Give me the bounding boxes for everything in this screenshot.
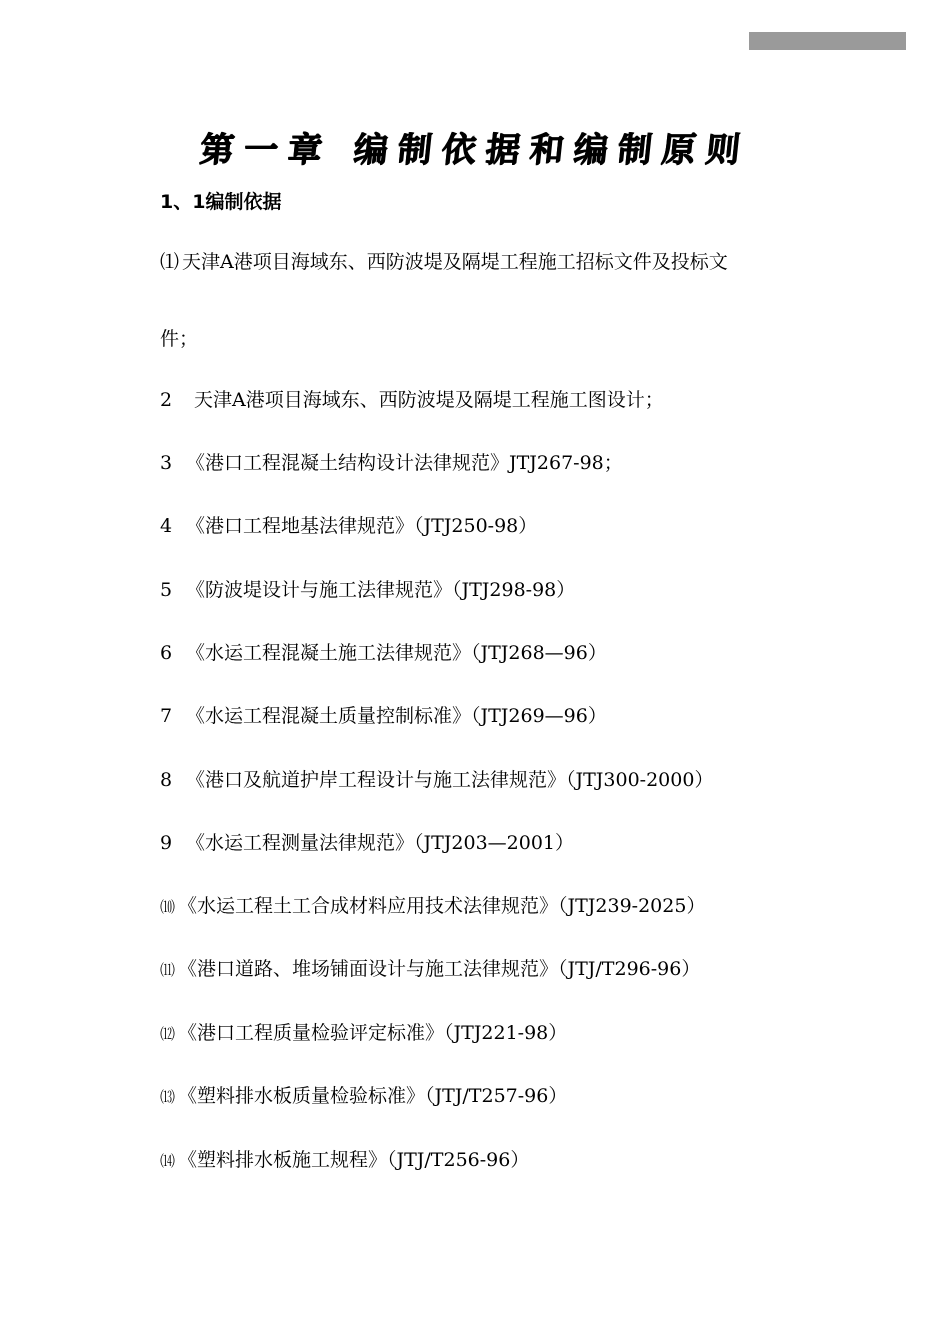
- item-text: 《港口工程地基法律规范》（JTJ250-98）: [186, 515, 538, 537]
- list-item: [160, 576, 575, 604]
- list-item: [160, 325, 198, 353]
- item-text: 《防波堤设计与施工法律规范》（JTJ298-98）: [186, 579, 576, 601]
- list-item: [160, 386, 664, 414]
- item-number: 7: [160, 705, 173, 727]
- item-text: 天津A港项目海域东、西防波堤及隔堤工程施工招标文件及投标文: [182, 251, 728, 273]
- item-number: ⒁: [160, 1152, 176, 1170]
- section-heading: 1、1编制依据: [160, 191, 282, 213]
- list-item: [160, 766, 713, 794]
- item-number: 9: [160, 832, 173, 854]
- list-item: [160, 639, 607, 667]
- item-number: 4: [160, 515, 173, 537]
- item-text: 《水运工程混凝土施工法律规范》（JTJ268—96）: [186, 642, 607, 664]
- item-number: ⑴: [160, 251, 180, 273]
- item-number: 5: [160, 579, 173, 601]
- list-item: [160, 449, 623, 477]
- item-number: 8: [160, 769, 173, 791]
- item-text: 《港口工程混凝土结构设计法律规范》JTJ267-98；: [186, 452, 623, 474]
- list-item: [160, 702, 607, 730]
- list-item: [160, 892, 705, 921]
- item-text: 《塑料排水板施工规程》（JTJ/T256-96）: [178, 1149, 530, 1171]
- list-item: [160, 1019, 567, 1048]
- header-bar: [749, 32, 906, 50]
- item-number: 6: [160, 642, 173, 664]
- item-text: 《塑料排水板质量检验标准》（JTJ/T257-96）: [178, 1085, 568, 1107]
- item-text: 天津A港项目海域东、西防波堤及隔堤工程施工图设计；: [194, 389, 664, 411]
- item-text: 《水运工程土工合成材料应用技术法律规范》（JTJ239-2025）: [178, 895, 706, 917]
- item-text: 《港口及航道护岸工程设计与施工法律规范》（JTJ300-2000）: [186, 769, 714, 791]
- list-item: [160, 248, 728, 276]
- item-number: 3: [160, 452, 173, 474]
- list-item: [160, 1146, 529, 1175]
- item-number: ⑿: [160, 1025, 176, 1043]
- item-number: 2: [160, 389, 173, 411]
- chapter-title: 第一章 编制依据和编制原则: [197, 130, 752, 170]
- item-number: ⒀: [160, 1088, 176, 1106]
- item-text: 《港口道路、堆场铺面设计与施工法律规范》（JTJ/T296-96）: [178, 958, 701, 980]
- item-text: 《水运工程混凝土质量控制标准》（JTJ269—96）: [186, 705, 607, 727]
- list-item: [160, 955, 700, 984]
- list-item: [160, 512, 537, 540]
- item-number: ⑽: [160, 898, 176, 916]
- item-text: 件；: [160, 328, 199, 350]
- item-text: 《港口工程质量检验评定标准》（JTJ221-98）: [178, 1022, 568, 1044]
- item-text: 《水运工程测量法律规范》（JTJ203—2001）: [186, 832, 575, 854]
- list-item: [160, 829, 574, 857]
- list-item: [160, 1082, 567, 1111]
- item-number: ⑾: [160, 961, 176, 979]
